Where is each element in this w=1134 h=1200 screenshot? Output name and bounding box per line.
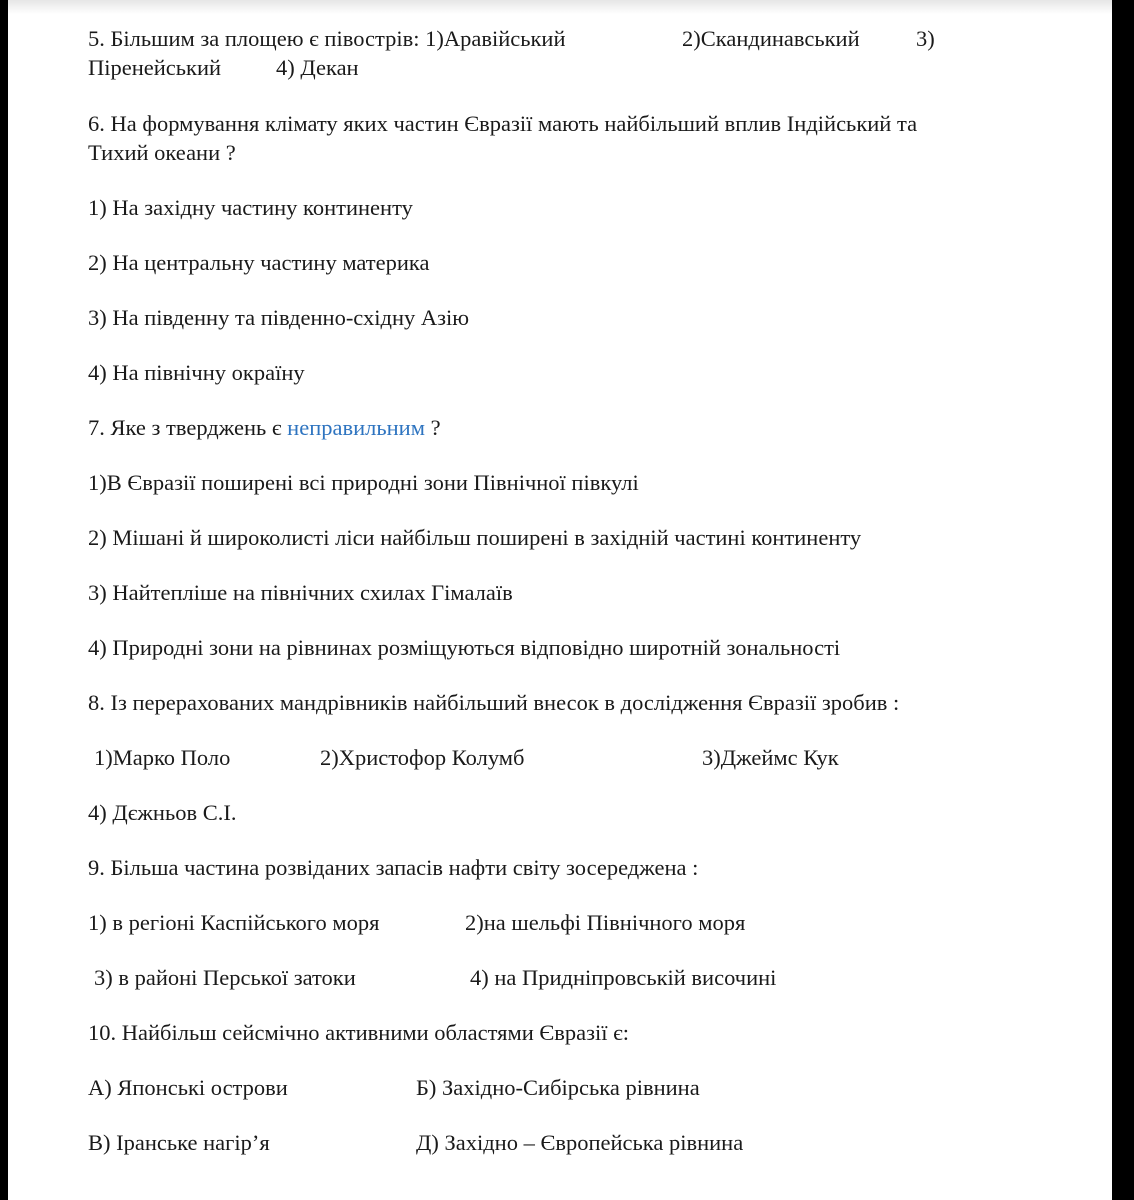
q10-question: 10. Найбільш сейсмічно активними областями Євразії є: bbox=[88, 1020, 630, 1045]
q9-option-2: 2)на шельфі Північного моря bbox=[465, 910, 746, 935]
q6-option-1: 1) На західну частину континенту bbox=[88, 195, 413, 220]
q8-option-2: 2)Христофор Колумб bbox=[320, 745, 525, 770]
q6-option-4: 4) На північну окраїну bbox=[88, 360, 305, 385]
q7-option-4: 4) Природні зони на рівнинах розміщуються відповідно широтній зональності bbox=[88, 635, 841, 660]
q7-question bbox=[88, 414, 441, 442]
q6-option-3: 3) На південну та південно-східну Азію bbox=[88, 305, 470, 330]
q5-question: 5. Більшим за площею є півострів: 1)Аравійський bbox=[88, 26, 566, 51]
q5-option-2: 2)Скандинавський bbox=[682, 26, 860, 51]
q7-question-prefix: 7. Яке з тверджень є bbox=[88, 415, 288, 440]
q8-option-4: 4) Дєжньов С.І. bbox=[88, 800, 237, 825]
q7-question-suffix: ? bbox=[424, 415, 441, 440]
q7-option-3: 3) Найтепліше на північних схилах Гімалаїв bbox=[88, 580, 513, 605]
q5-option-3: Піренейський bbox=[88, 55, 222, 80]
q10-option-b: Б) Західно-Сибірська рівнина bbox=[416, 1075, 700, 1100]
q7-option-2: 2) Мішані й широколисті ліси найбільш поширені в західній частині континенту bbox=[88, 525, 862, 550]
q10-option-d: Д) Західно – Європейська рівнина bbox=[416, 1130, 744, 1155]
q8-option-3: 3)Джеймс Кук bbox=[702, 745, 839, 770]
q5-option-4: 4) Декан bbox=[276, 55, 359, 80]
q9-option-3: 3) в районі Перської затоки bbox=[94, 965, 356, 990]
q10-option-v: В) Іранське нагір’я bbox=[88, 1130, 270, 1155]
q9-option-4: 4) на Придніпровській височині bbox=[470, 965, 777, 990]
q9-question: 9. Більша частина розвіданих запасів нафти світу зосереджена : bbox=[88, 855, 699, 880]
q6-question-line-1: 6. На формування клімату яких частин Євразії мають найбільший вплив Індійський та bbox=[88, 111, 918, 136]
q7-question-highlight: неправильним bbox=[287, 415, 425, 440]
q8-question: 8. Із перерахованих мандрівників найбільший внесок в дослідження Євразії зробив : bbox=[88, 690, 900, 715]
q6-option-2: 2) На центральну частину материка bbox=[88, 250, 430, 275]
q9-option-1: 1) в регіоні Каспійського моря bbox=[88, 910, 380, 935]
document-page bbox=[8, 0, 1112, 1200]
q6-question-line-2: Тихий океани ? bbox=[88, 140, 236, 165]
top-shadow bbox=[8, 0, 1112, 14]
q8-option-1: 1)Марко Поло bbox=[94, 745, 231, 770]
q5-option-3-prefix: 3) bbox=[916, 26, 935, 51]
q10-option-a: А) Японські острови bbox=[88, 1075, 288, 1100]
q7-option-1: 1)В Євразії поширені всі природні зони Північної півкулі bbox=[88, 470, 639, 495]
